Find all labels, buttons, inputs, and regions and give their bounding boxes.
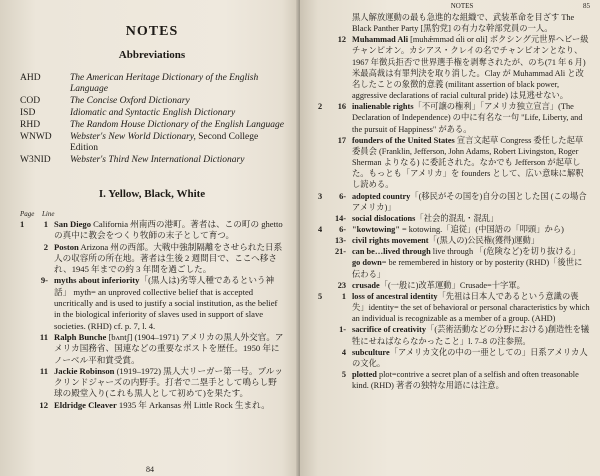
note-page-number — [318, 135, 328, 191]
abbreviation-description: The American Heritage Dictionary of the English Language — [70, 73, 259, 94]
note-line-number: 21- — [334, 247, 346, 257]
note-body: 「(芸術活動などの分野における)創造性を犠牲にせねばならなかったこと」l. 7–8 の注参照。 — [352, 325, 590, 346]
note-line-number: 6- — [339, 224, 346, 234]
note-line-number: 11 — [39, 331, 48, 342]
abbreviation-description: Idiomatic and Syntactic English Dictionary — [70, 108, 236, 118]
note-page-number — [318, 280, 328, 291]
note-entry — [318, 191, 590, 213]
note-body: 「(黒人の)公民権(獲得)運動」 — [428, 236, 540, 246]
abbreviation-description: The Random House Dictionary of the English Language — [70, 120, 284, 130]
note-body: 黒人解放運動の最も急進的な組織で、武装革命を目ざす The Black Panther Party [黒豹党] の有力な幹部党員の一人。 — [352, 13, 575, 34]
note-headword: social dislocations — [352, 213, 416, 223]
note-line-number: 9- — [40, 275, 48, 286]
note-page-number — [318, 34, 328, 101]
note-headword: crusade — [352, 280, 380, 290]
note-entry — [318, 213, 590, 224]
note-entry — [318, 235, 590, 246]
note-entry — [318, 369, 590, 391]
abbreviation-description — [70, 132, 284, 154]
note-page-number — [20, 400, 30, 411]
note-headword: San Diego — [54, 219, 92, 229]
note-body: 宣言文起草 Congress 委任した起草委員会 (Franklin, Jefferson, John Adams, Robert Livingston, Roger Sherman よりなる) に委託された。なかでも Jefferson が起草した。もっとも「アメリカ」を founders として、広い意味に解釈し読める。 — [352, 135, 584, 190]
abbreviation-code: AHD — [20, 73, 41, 83]
note-headword: Ralph Bunche — [54, 331, 107, 342]
abbreviation-description: Webster's Third New International Dictionary — [70, 155, 245, 165]
note-headword: Poston — [54, 241, 79, 252]
note-text — [54, 275, 284, 331]
note-body: (1919–1972) 黒人大リーガー第一号。ブルックリンドジャーズの内野手。打者で二塁手として鳴らし野球の殿堂入り(これも黒人として初めて)を果たす。 — [54, 365, 283, 399]
abbreviation-row — [20, 96, 284, 107]
note-entry — [20, 242, 284, 276]
note-body: 「社会的混乱・混乱」 — [415, 213, 499, 223]
note-body: 「先祖は日本人であるという意識の喪失」identity= the set of behavioral or personal characteristics by which an individual is recognizable as a member of a group. (AHD) — [352, 291, 590, 324]
note-body: = kotowing.「追従」(中国語の「叩頭」から) — [399, 224, 564, 234]
note-page-number — [318, 324, 328, 346]
note-text — [54, 400, 284, 411]
note-body: live through 「(危険など)を切り抜ける」 — [430, 247, 581, 257]
note-headword: loss of ancestral identity — [352, 291, 438, 301]
note-page-number: 2 — [318, 102, 323, 112]
right-notes-list — [318, 12, 590, 391]
abbreviation-code: W3NID — [20, 155, 51, 165]
note-line-number: 16 — [337, 102, 346, 112]
note-headword: Muhammad Ali — [352, 35, 409, 45]
note-line-number: 13- — [334, 236, 346, 246]
note-body: 1935 年 Arkansas 州 Little Rock 生まれ。 — [116, 399, 270, 410]
note-headword: civil rights movement — [352, 236, 429, 246]
note-page-number — [20, 242, 30, 276]
note-text — [352, 324, 590, 346]
page-column-label: Page — [20, 210, 35, 218]
abbreviation-row — [20, 132, 284, 154]
note-page-number — [318, 347, 328, 369]
note-body: [bʌntʃ] (1904–1971) アメリカの黒人外交官。アメリカ国務省、国連などの重要なポストを歴任。1950 年にノーベル平和賞受賞。 — [54, 331, 284, 365]
running-header-title: NOTES — [450, 2, 474, 10]
note-headword: adopted country — [352, 191, 411, 201]
note-text — [54, 332, 284, 366]
note-text — [352, 224, 590, 235]
note-line-number: 14- — [334, 213, 346, 223]
note-body: plot=contrive a secret plan of a selfish and often treasonable kind. (RHD) 著者の独特な用語には注意。 — [352, 370, 579, 391]
note-headword: myths about inferiority — [54, 275, 140, 286]
note-page-number — [20, 366, 30, 400]
note-text — [352, 191, 590, 213]
abbreviation-row — [20, 120, 284, 131]
right-page — [300, 0, 600, 476]
note-text — [54, 366, 284, 400]
abbreviation-code: ISD — [20, 108, 36, 118]
note-headword: sacrifice of creativity — [352, 325, 427, 335]
page-number: 85 — [583, 2, 590, 10]
note-entry — [318, 12, 590, 34]
note-page-number — [318, 369, 328, 391]
note-text — [54, 219, 284, 242]
abbreviation-description: The Concise Oxford Dictionary — [70, 96, 190, 106]
abbreviation-code: RHD — [20, 120, 41, 130]
note-text — [352, 369, 590, 391]
note-body: 「(黒人は)劣等人種であるという神話」 myth= an unproved collective belief that is accepted uncritically and is used to justify a social institution, as the belief in the biological inferiority of slaves used in support of slave societies. (RHD) cf. p. 7, l. 4. — [54, 275, 278, 331]
note-line-number: 23 — [337, 280, 346, 290]
note-body: 「不可譲の権利」「アメリカ独立宣言」(The Declaration of Independence) の中に有名な一句 "Life, Liberty, and the pursuit of Happiness" がある。 — [352, 102, 583, 134]
note-entry — [318, 257, 590, 279]
note-headword: inalienable rights — [352, 102, 414, 112]
abbreviation-title: Webster's New World Dictionary, — [70, 132, 196, 142]
note-line-number: 11 — [39, 365, 48, 376]
note-page-number — [318, 246, 328, 257]
note-text — [352, 235, 590, 246]
note-body: 「(一般に)改革運動」Crusade=十字軍。 — [379, 280, 525, 290]
note-entry — [318, 135, 590, 191]
note-body: 「アメリカ文化の中の一亜としての」日系アメリカ人の文化。 — [352, 347, 588, 368]
note-headword: plotted — [352, 370, 377, 379]
note-line-number: 1 — [341, 291, 346, 301]
abbreviations-heading: Abbreviations — [118, 49, 186, 61]
note-entry — [318, 347, 590, 369]
note-headword: "kowtowing" — [352, 224, 400, 234]
abbreviation-code: WNWD — [20, 132, 52, 142]
note-page-number: 4 — [318, 224, 323, 234]
note-entry — [20, 400, 284, 411]
note-entry — [318, 34, 590, 101]
page-title: NOTES — [125, 24, 179, 39]
note-line-number: 5 — [341, 370, 346, 379]
note-page-number — [318, 12, 328, 34]
abbreviation-code: COD — [20, 96, 41, 106]
note-body: California 州南西の港町。著者は、この町の ghetto の真中に教会をつくり牧師の末子として育つ。 — [54, 219, 283, 241]
column-headers — [20, 210, 284, 218]
abbreviations-list — [20, 73, 284, 166]
note-headword: subculture — [352, 347, 390, 357]
note-headword: Eldridge Cleaver — [54, 399, 117, 410]
note-line-number — [328, 12, 352, 34]
note-entry — [318, 291, 590, 324]
note-text — [352, 246, 590, 257]
note-entry — [20, 275, 284, 331]
note-line-number: 1- — [339, 325, 346, 335]
note-headword: founders of the United States — [352, 135, 455, 145]
note-body: 「(移民がその国を)自分の国とした国 (この場合アメリカ)」 — [352, 191, 587, 212]
note-page-number — [318, 213, 328, 224]
note-page-number — [318, 235, 328, 246]
note-page-number: 5 — [318, 291, 323, 301]
note-entry — [20, 366, 284, 400]
note-headword: Jackie Robinson — [54, 365, 115, 376]
note-entry — [318, 280, 590, 291]
note-text — [352, 280, 590, 291]
note-page-number — [20, 275, 30, 331]
note-line-number: 12 — [39, 399, 48, 410]
note-page-number — [20, 332, 30, 366]
note-page-number: 1 — [20, 219, 25, 229]
left-notes-list — [20, 219, 284, 411]
note-page-number — [318, 257, 328, 279]
note-line-number: 6- — [339, 191, 346, 201]
note-text — [352, 257, 590, 279]
note-headword: go down — [352, 258, 382, 268]
note-line-number: 1 — [43, 219, 48, 229]
note-text — [352, 34, 590, 101]
running-header — [318, 2, 590, 10]
note-line-number: 4 — [341, 347, 346, 357]
note-body: Arizona 州の西部。大戦中強制隔離をさせられた日系人の収容所の所在地。著者は生後 2 週間目で、ここへ移され、1945 年までの約 3 年間を過ごした。 — [54, 241, 283, 275]
abbreviation-row — [20, 155, 284, 166]
note-text — [352, 135, 590, 191]
line-column-label: Line — [42, 210, 55, 218]
note-line-number: 17 — [337, 135, 346, 145]
note-text — [352, 101, 590, 134]
note-text — [352, 291, 590, 324]
chapter-heading: I. Yellow, Black, White — [98, 188, 206, 200]
note-entry — [318, 101, 590, 134]
note-entry — [318, 224, 590, 235]
note-text — [352, 213, 590, 224]
note-text — [54, 242, 284, 276]
note-entry — [20, 219, 284, 242]
abbreviation-row — [20, 73, 284, 95]
abbreviation-row — [20, 108, 284, 119]
note-entry — [20, 332, 284, 366]
page-number: 84 — [146, 465, 154, 474]
note-headword: can be…lived through — [352, 247, 431, 257]
note-text — [352, 12, 590, 34]
note-entry — [318, 324, 590, 346]
note-page-number: 3 — [318, 191, 323, 201]
note-body: [muhǽmməd ɑ́li or ɑli] ボクシング元世界ヘビー級チャンピオン。カシアス・クレイの名でチャンピオンとなり、1967 年徴兵拒否で世界選手権を剥奪されたが、のち(71 年 6 月) 米最高裁は有罪判決を取り消した。Clay が Muhammad Ali と改名したことの象徴的意義 (militant assertion of black power, aggressive declarations of racial cultural pride) は見逃せない。 — [352, 35, 589, 101]
note-line-number: 2 — [43, 241, 48, 252]
note-entry — [318, 246, 590, 257]
note-line-number — [328, 257, 352, 279]
abbreviation-edition: Second College Edition — [70, 132, 259, 153]
note-text — [352, 347, 590, 369]
note-line-number: 12 — [337, 35, 346, 45]
note-body: = be remembered in history or by posterity (RHD)「後世に伝わる」 — [352, 258, 583, 279]
